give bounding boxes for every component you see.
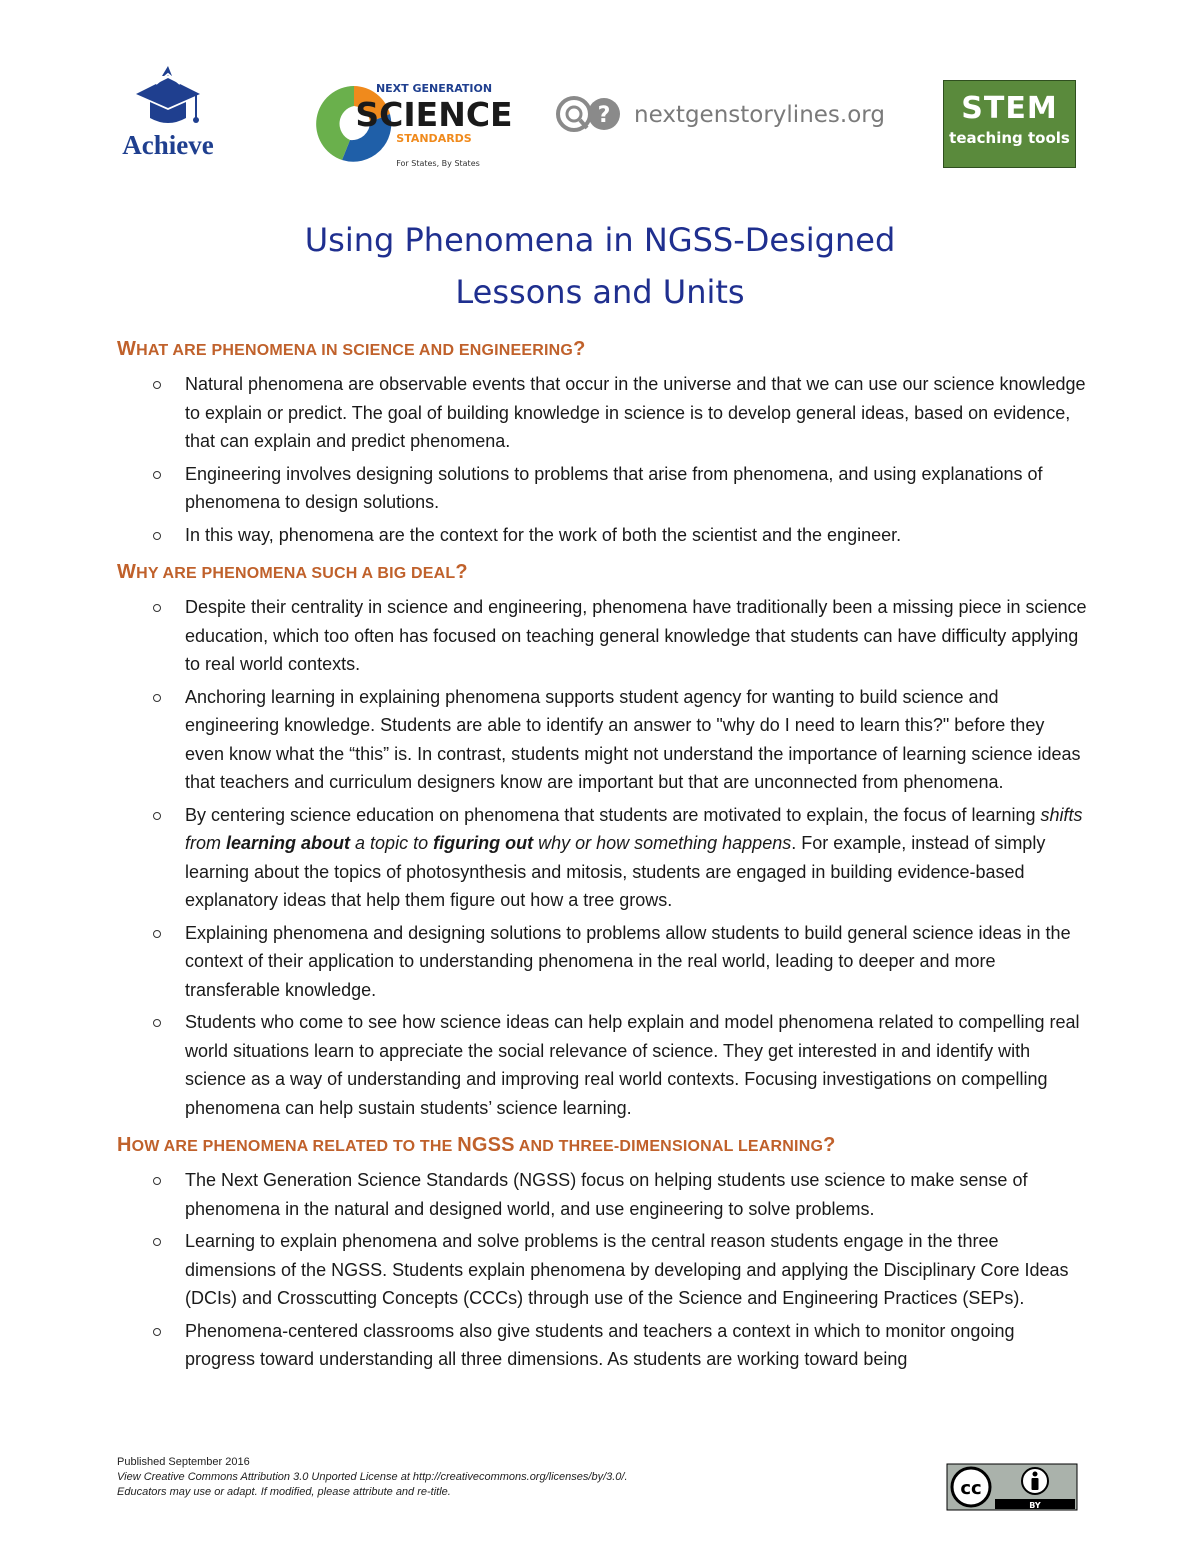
list-item: By centering science education on phenomena that students are motivated to explain, the focus of learning shifts from learning about a topic to figuring out why or how something happens. For example, instead of simply learning about the topics of photosynthesis and mitosis, students are engaged in building evidence-based explanatory ideas that help them figure out how a tree grows.: [117, 801, 1087, 915]
bullet-circle-icon: [153, 1328, 161, 1336]
svg-text:cc: cc: [960, 1478, 982, 1499]
list-item: The Next Generation Science Standards (NGSS) focus on helping students use science to make sense of phenomena in the natural and designed world, and use engineering to solve problems.: [117, 1166, 1087, 1223]
achieve-wordmark: Achieve: [122, 130, 214, 160]
attribution-person-icon: [1022, 1468, 1048, 1494]
bullet-circle-icon: [153, 381, 161, 389]
license-text: View Creative Commons Attribution 3.0 Unported License at http://creativecommons.org/licenses/by/3.0/.: [117, 1471, 628, 1483]
section-list-why: [117, 593, 1087, 1122]
teaching-tools-wordmark: teaching tools: [949, 129, 1070, 147]
list-item: Despite their centrality in science and engineering, phenomena have traditionally been a missing piece in science education, which too often has focused on teaching general knowledge that students can have difficulty applying to real world contexts.: [117, 593, 1087, 679]
bullet-circle-icon: [153, 532, 161, 540]
page-footer: [117, 1455, 817, 1500]
ngss-tag-text: For States, By States: [396, 159, 480, 168]
ngss-top-text: NEXT GENERATION: [375, 82, 493, 95]
list-item: Anchoring learning in explaining phenomena supports student agency for wanting to build science and engineering knowledge. Students are able to identify an answer to "why do I need to learn this?" before they even know what the “this” is. In contrast, students might not understand the importance of learning science ideas that teachers and curriculum designers know are important but that are unconnected from phenomena.: [117, 683, 1087, 797]
list-item: Explaining phenomena and designing solutions to problems allow students to build general science ideas in the context of their application to understanding phenomena in the real world, leading to deeper and more transferable knowledge.: [117, 919, 1087, 1005]
logo-bar: [0, 0, 1200, 200]
list-item: Students who come to see how science ideas can help explain and model phenomena related to compelling real world situations learn to appreciate the social relevance of science. They get interested in and identify with science as a way of understanding and improving real world contexts. Focusing investigations on compelling phenomena can help sustain students’ science learning.: [117, 1008, 1087, 1122]
ngss-logo: [314, 78, 513, 170]
svg-text:?: ?: [597, 103, 611, 128]
bullet-circle-icon: [153, 930, 161, 938]
bullet-circle-icon: [153, 1177, 161, 1185]
graduation-cap-icon: [136, 66, 200, 123]
document-body: [117, 336, 1087, 1384]
section-heading-how: HOW ARE PHENOMENA RELATED TO THE NGSS AND THREE-DIMENSIONAL LEARNING?: [117, 1134, 836, 1156]
list-item: Engineering involves designing solutions to problems that arise from phenomena, and using explanations of phenomena to design solutions.: [117, 460, 1087, 517]
list-item: Natural phenomena are observable events that occur in the universe and that we can use our science knowledge to explain or predict. The goal of building knowledge in science is to develop general ideas, based on evidence, that can explain and predict phenomena.: [117, 370, 1087, 456]
ngss-main-text: SCIENCE: [355, 95, 513, 134]
stem-wordmark: STEM: [961, 91, 1058, 126]
section-list-what: [117, 370, 1087, 549]
achieve-logo: [112, 62, 224, 162]
cc-by-badge: [947, 1464, 1077, 1510]
svg-text:BY: BY: [1029, 1501, 1041, 1510]
bullet-circle-icon: [153, 1238, 161, 1246]
list-item: Phenomena-centered classrooms also give students and teachers a context in which to monitor ongoing progress toward understanding all three dimensions. As students are working toward being: [117, 1317, 1087, 1374]
storylines-logo: [554, 92, 884, 136]
bullet-circle-icon: [153, 1019, 161, 1027]
page-title-line-1: Using Phenomena in NGSS-Designed: [304, 221, 896, 259]
list-item: Learning to explain phenomena and solve problems is the central reason students engage in the three dimensions of the NGSS. Students explain phenomena by developing and applying the Disciplinary Core Ideas (DCIs) and Crosscutting Concepts (CCCs) through use of the Science and Engineering Practices (SEPs).: [117, 1227, 1087, 1313]
bullet-circle-icon: [153, 812, 161, 820]
published-date: Published September 2016: [117, 1456, 250, 1468]
storylines-wordmark: nextgenstorylines.org: [634, 102, 885, 128]
page-title-line-2: Lessons and Units: [455, 273, 745, 311]
bullet-circle-icon: [153, 694, 161, 702]
magnifier-question-icon: [558, 98, 620, 130]
bullet-circle-icon: [153, 471, 161, 479]
list-item: In this way, phenomena are the context for the work of both the scientist and the engineer.: [117, 521, 1087, 550]
stem-teaching-tools-logo: [943, 80, 1076, 168]
section-heading-what: WHAT ARE PHENOMENA IN SCIENCE AND ENGINEERING?: [117, 338, 586, 360]
page-title: [0, 214, 1200, 318]
attribution-note: Educators may use or adapt. If modified, please attribute and re-title.: [117, 1486, 451, 1498]
cc-icon: [952, 1468, 990, 1506]
ngss-sub-text: STANDARDS: [396, 132, 472, 145]
section-heading-why: WHY ARE PHENOMENA SUCH A BIG DEAL?: [117, 561, 468, 583]
bullet-circle-icon: [153, 604, 161, 612]
section-list-how: [117, 1166, 1087, 1374]
